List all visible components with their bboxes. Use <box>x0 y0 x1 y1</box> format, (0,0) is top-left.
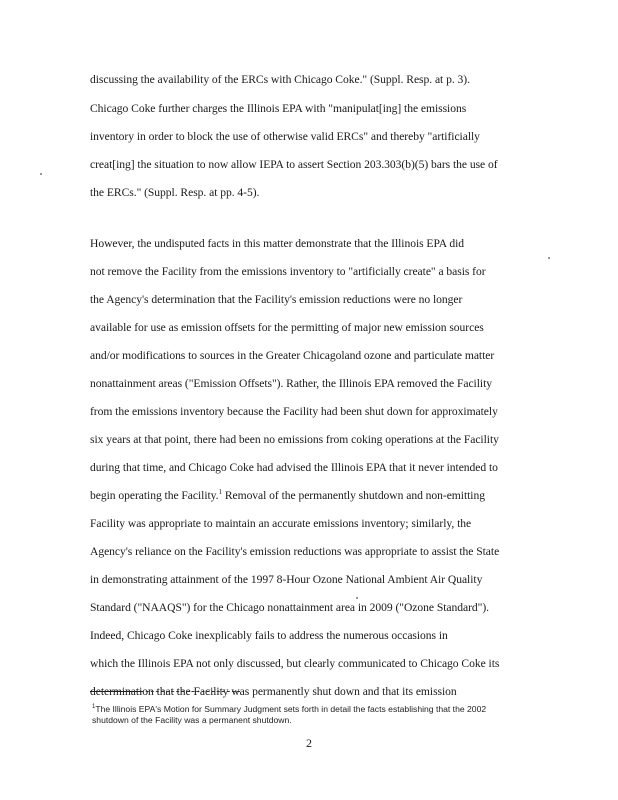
page-number: 2 <box>306 736 312 750</box>
footnote-text-1: The Illinois EPA's Motion for Summary Judgment sets forth in detail the facts establishing that the 2002 <box>95 704 487 714</box>
body-line-12: from the emissions inventory because the Facility had been shut down for approximately <box>90 405 498 418</box>
footnote-line-2: shutdown of the Facility was a permanent shutdown. <box>92 715 292 725</box>
body-line-16: Facility was appropriate to maintain an accurate emissions inventory; similarly, the <box>90 517 472 530</box>
body-line-15 <box>90 489 530 503</box>
footnote-divider <box>90 691 142 692</box>
body-line-17: Agency's reliance on the Facility's emission reductions was appropriate to assist the State <box>90 545 500 558</box>
body-line-6: However, the undisputed facts in this matter demonstrate that the Illinois EPA did <box>90 237 464 250</box>
body-line-13: six years at that point, there had been no emissions from coking operations at the Facility <box>90 433 499 446</box>
body-line-19: Standard ("NAAQS") for the Chicago nonattainment area in 2009 ("Ozone Standard"). <box>90 601 489 614</box>
body-line-1: discussing the availability of the ERCs with Chicago Coke." (Suppl. Resp. at p. 3). <box>90 73 470 86</box>
footnote-line-1 <box>92 704 532 715</box>
body-line-22: determination that the Facility was permanently shut down and that its emission <box>90 685 457 698</box>
scan-speck <box>356 597 358 599</box>
body-line-14: during that time, and Chicago Coke had advised the Illinois EPA that it never intended to <box>90 461 498 474</box>
body-line-15-text: begin operating the Facility. <box>90 489 219 502</box>
body-line-5: the ERCs." (Suppl. Resp. at pp. 4-5). <box>90 186 260 199</box>
scan-speck <box>40 173 42 175</box>
footnote-marker: 1 <box>92 704 96 711</box>
body-line-9: available for use as emission offsets for the permitting of major new emission sources <box>90 321 484 334</box>
body-line-15-continuation: Removal of the permanently shutdown and non-emitting <box>221 489 485 502</box>
body-line-4: creat[ing] the situation to now allow IEPA to assert Section 203.303(b)(5) bars the use of <box>90 158 498 171</box>
scan-speck <box>548 257 550 259</box>
body-line-21: which the Illinois EPA not only discussed, but clearly communicated to Chicago Coke its <box>90 657 500 670</box>
body-line-2: Chicago Coke further charges the Illinois EPA with "manipulat[ing] the emissions <box>90 102 467 115</box>
body-line-11: nonattainment areas ("Emission Offsets"). Rather, the Illinois EPA removed the Facility <box>90 377 492 390</box>
body-line-3: inventory in order to block the use of otherwise valid ERCs" and thereby "artificially <box>90 130 480 143</box>
body-line-8: the Agency's determination that the Facility's emission reductions were no longer <box>90 293 463 306</box>
body-line-18: in demonstrating attainment of the 1997 8-Hour Ozone National Ambient Air Quality <box>90 573 483 586</box>
body-line-10: and/or modifications to sources in the Greater Chicagoland ozone and particulate matter <box>90 349 495 362</box>
body-line-7: not remove the Facility from the emissions inventory to "artificially create" a basis for <box>90 265 486 278</box>
body-line-20: Indeed, Chicago Coke inexplicably fails to address the numerous occasions in <box>90 629 448 642</box>
footnote-reference[interactable]: 1 <box>218 488 222 497</box>
